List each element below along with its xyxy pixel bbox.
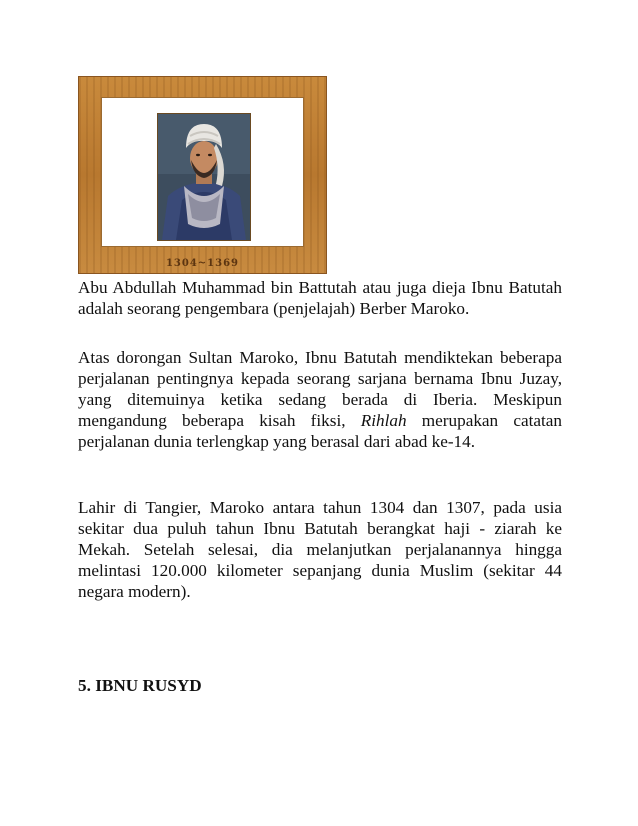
portrait-image	[157, 113, 251, 241]
portrait-illustration	[158, 114, 250, 240]
portrait-mat	[101, 97, 304, 247]
portrait-years-caption: 1304~1369	[165, 258, 240, 269]
portrait-frame	[78, 76, 327, 274]
paragraph-rihlah-part2: merupakan catatan perjalanan dunia terlengkap yang berasal dari abad ke-14.	[78, 411, 563, 451]
paragraph-birth-travels: Lahir di Tangier, Maroko antara tahun 1304 dan 1307, pada usia sekitar dua puluh tahun Ibnu Batutah berangkat haji - ziarah ke Mekah. Setelah selesai, dia melanjutkan perjalanannya hingga melintasi 120.000 kilometer sepanjang dunia Muslim (sekitar 44 negara modern).	[78, 498, 562, 601]
paragraph-rihlah	[78, 347, 562, 452]
paragraph-rihlah-part1: Atas dorongan Sultan Maroko, Ibnu Batutah mendiktekan beberapa perjalanan pentingnya kepada seorang sarjana bernama Ibnu Juzay, yang ditemuinya ketika sedang berada di Iberia. Meskipun mengandung beberapa kisah fiksi,	[78, 348, 562, 430]
paragraph-intro: Abu Abdullah Muhammad bin Battutah atau juga dieja Ibnu Batutah adalah seorang pengembara (penjelajah) Berber Maroko.	[78, 278, 562, 318]
section-heading: 5. IBNU RUSYD	[78, 676, 202, 695]
rihlah-title: Rihlah	[360, 411, 407, 430]
